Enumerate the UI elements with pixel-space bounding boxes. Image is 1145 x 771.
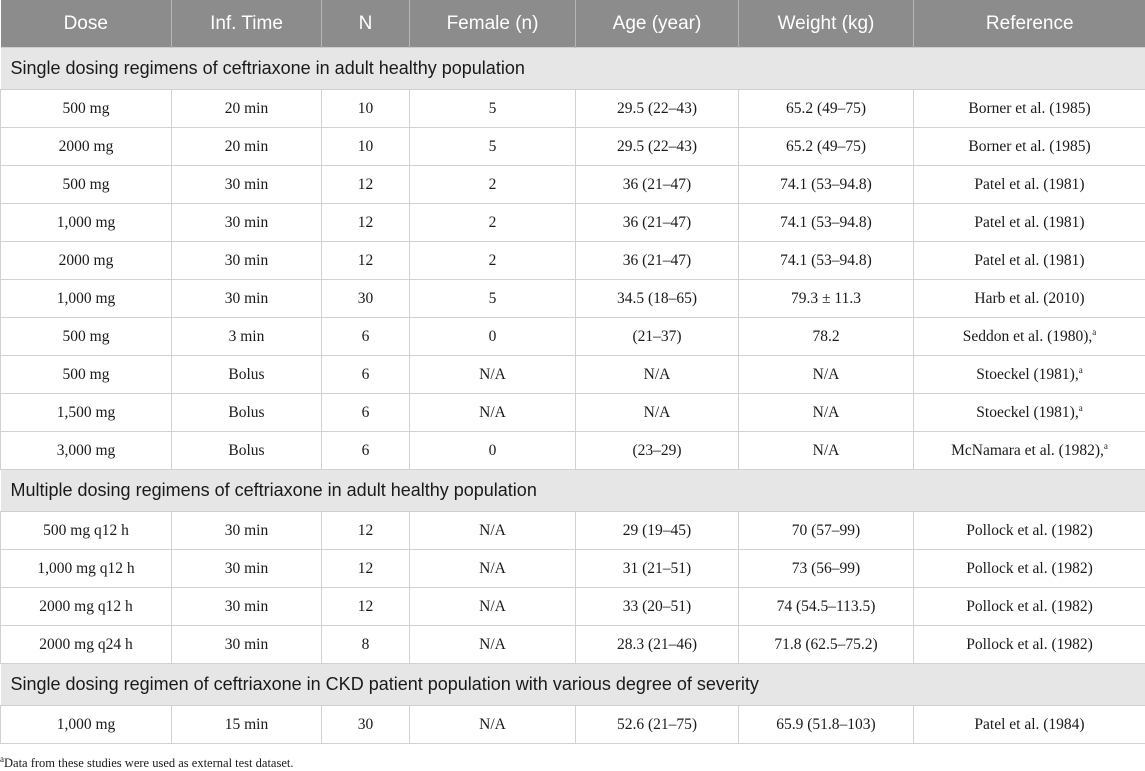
footnote-ref-marker: a	[1078, 402, 1083, 413]
cell-text: 29.5 (22–43)	[616, 99, 698, 117]
table-cell	[322, 512, 410, 550]
table-cell	[410, 550, 576, 588]
section-title: Multiple dosing regimens of ceftriaxone in adult healthy population	[1, 470, 1145, 512]
table-cell	[914, 318, 1145, 356]
cell-text: Patel et al. (1984)	[974, 715, 1085, 733]
cell-text: Borner et al. (1985)	[968, 99, 1091, 117]
table-cell	[739, 166, 914, 204]
column-header: Inf. Time	[172, 0, 322, 48]
table-cell	[322, 204, 410, 242]
table-row	[1, 90, 1145, 128]
header-row	[1, 0, 1145, 48]
cell-text: 70 (57–99)	[791, 521, 861, 539]
table-body	[1, 48, 1145, 744]
table-cell	[739, 356, 914, 394]
cell-text: 30 min	[224, 175, 269, 193]
cell-text: 2000 mg q12 h	[39, 597, 133, 615]
cell-text: 2	[488, 251, 497, 269]
table-cell	[1, 318, 172, 356]
table-cell	[576, 280, 739, 318]
table-cell	[410, 626, 576, 664]
table-cell	[914, 432, 1145, 470]
table-cell	[739, 432, 914, 470]
cell-text: 36 (21–47)	[622, 251, 692, 269]
table-cell	[322, 356, 410, 394]
table-cell	[1, 588, 172, 626]
table-row	[1, 550, 1145, 588]
section-title: Single dosing regimens of ceftriaxone in adult healthy population	[1, 48, 1145, 90]
table-cell	[410, 242, 576, 280]
table-cell	[322, 90, 410, 128]
table-row	[1, 706, 1145, 744]
cell-text: Patel et al. (1981)	[974, 213, 1085, 231]
table-cell	[576, 242, 739, 280]
table-cell	[410, 706, 576, 744]
table-cell	[739, 588, 914, 626]
table-cell	[172, 626, 322, 664]
cell-text: 78.2	[812, 327, 840, 345]
table-cell	[739, 626, 914, 664]
cell-text: N/A	[479, 559, 506, 577]
table-cell	[1, 166, 172, 204]
cell-text: Bolus	[228, 441, 265, 459]
footnote-ref-marker: a	[1103, 440, 1108, 451]
cell-text: 36 (21–47)	[622, 213, 692, 231]
cell-text: 65.2 (49–75)	[785, 137, 867, 155]
footnote-ref-marker: a	[1078, 364, 1083, 375]
cell-text: 30 min	[224, 597, 269, 615]
table-cell	[172, 706, 322, 744]
table-cell	[172, 166, 322, 204]
cell-text: 20 min	[224, 99, 269, 117]
cell-text: Patel et al. (1981)	[974, 251, 1085, 269]
table-cell	[410, 90, 576, 128]
footnote	[0, 753, 294, 770]
table-cell	[410, 512, 576, 550]
table-row	[1, 394, 1145, 432]
cell-text: N/A	[479, 403, 506, 421]
table-cell	[914, 394, 1145, 432]
cell-text: N/A	[479, 715, 506, 733]
table-cell	[322, 242, 410, 280]
cell-text: 10	[357, 137, 374, 155]
cell-text: 6	[361, 403, 370, 421]
cell-text: 73 (56–99)	[791, 559, 861, 577]
table-cell	[172, 318, 322, 356]
cell-text: 3,000 mg	[56, 441, 116, 459]
cell-text: 500 mg	[62, 175, 110, 193]
table-cell	[576, 512, 739, 550]
cell-text: Pollock et al. (1982)	[966, 521, 1093, 539]
table-cell	[739, 280, 914, 318]
table-cell	[322, 706, 410, 744]
table-row	[1, 588, 1145, 626]
cell-text: 3 min	[228, 327, 265, 345]
cell-text: N/A	[812, 403, 840, 421]
cell-text: 2000 mg	[58, 251, 114, 269]
table-cell	[576, 394, 739, 432]
cell-text: 6	[361, 365, 370, 383]
table-cell	[576, 356, 739, 394]
table-cell	[739, 512, 914, 550]
table-cell	[172, 90, 322, 128]
cell-text: 2000 mg	[58, 137, 114, 155]
cell-text: 30	[357, 715, 374, 733]
table-cell	[576, 550, 739, 588]
table-cell	[172, 394, 322, 432]
cell-text: N/A	[479, 521, 506, 539]
table-cell	[410, 128, 576, 166]
cell-text: 1,000 mg	[56, 289, 116, 307]
cell-text: 52.6 (21–75)	[616, 715, 698, 733]
cell-text: 1,000 mg q12 h	[37, 559, 135, 577]
table-cell	[914, 626, 1145, 664]
cell-text: 5	[488, 289, 497, 307]
cell-text: 74.1 (53–94.8)	[780, 213, 872, 231]
section-row	[1, 470, 1145, 512]
table-cell	[576, 90, 739, 128]
table-row	[1, 432, 1145, 470]
table-cell	[172, 204, 322, 242]
cell-text: N/A	[812, 365, 840, 383]
cell-text: 500 mg	[62, 365, 110, 383]
table-cell	[739, 318, 914, 356]
cell-text: 1,000 mg	[56, 715, 116, 733]
table-cell	[1, 90, 172, 128]
cell-text: Harb et al. (2010)	[974, 289, 1085, 307]
table-cell	[914, 204, 1145, 242]
cell-text: 12	[357, 175, 374, 193]
table-cell	[322, 588, 410, 626]
table-cell	[172, 356, 322, 394]
table-cell	[172, 550, 322, 588]
cell-text: 30	[357, 289, 374, 307]
table-cell	[914, 588, 1145, 626]
table-cell	[1, 204, 172, 242]
cell-text: 0	[488, 327, 497, 345]
column-header: Age (year)	[576, 0, 739, 48]
table-cell	[914, 90, 1145, 128]
cell-text: 74.1 (53–94.8)	[780, 175, 872, 193]
table-cell	[322, 394, 410, 432]
section-row	[1, 664, 1145, 706]
column-header: Weight (kg)	[739, 0, 914, 48]
cell-text: N/A	[479, 635, 506, 653]
cell-text: 12	[357, 559, 374, 577]
cell-text: 74 (54.5–113.5)	[776, 597, 876, 615]
table-row	[1, 166, 1145, 204]
cell-text: 500 mg	[62, 99, 110, 117]
table-cell	[322, 166, 410, 204]
cell-text: 15 min	[224, 715, 269, 733]
cell-text: 12	[357, 213, 374, 231]
cell-text: N/A	[479, 597, 506, 615]
cell-text: Seddon et al. (1980),	[962, 327, 1093, 345]
cell-text: 79.3 ± 11.3	[791, 289, 861, 307]
table-cell	[410, 318, 576, 356]
table-cell	[172, 512, 322, 550]
table-cell	[322, 280, 410, 318]
table-cell	[914, 128, 1145, 166]
cell-text: 0	[488, 441, 497, 459]
table-cell	[914, 242, 1145, 280]
cell-text: 2	[488, 175, 497, 193]
cell-text: McNamara et al. (1982),	[951, 441, 1104, 459]
table-cell	[576, 318, 739, 356]
cell-text: 5	[488, 99, 497, 117]
cell-text: (21–37)	[632, 327, 682, 345]
cell-text: (23–29)	[632, 441, 682, 459]
cell-text: 65.9 (51.8–103)	[776, 715, 876, 733]
table-cell	[1, 550, 172, 588]
cell-text: 12	[357, 521, 374, 539]
cell-text: 2000 mg q24 h	[39, 635, 133, 653]
table-cell	[1, 626, 172, 664]
table-cell	[914, 706, 1145, 744]
table-row	[1, 512, 1145, 550]
table-cell	[410, 588, 576, 626]
table-cell	[1, 512, 172, 550]
table-cell	[739, 128, 914, 166]
cell-text: 500 mg q12 h	[43, 521, 129, 539]
table-cell	[410, 432, 576, 470]
cell-text: 34.5 (18–65)	[616, 289, 698, 307]
table-cell	[410, 204, 576, 242]
cell-text: 30 min	[224, 289, 269, 307]
table-cell	[739, 394, 914, 432]
cell-text: 30 min	[224, 635, 269, 653]
cell-text: N/A	[643, 403, 671, 421]
table-cell	[576, 204, 739, 242]
table-cell	[410, 394, 576, 432]
table-cell	[172, 432, 322, 470]
table-cell	[172, 242, 322, 280]
cell-text: 31 (21–51)	[622, 559, 692, 577]
cell-text: 30 min	[224, 559, 269, 577]
table-cell	[1, 242, 172, 280]
table-cell	[1, 706, 172, 744]
column-header: Dose	[1, 0, 172, 48]
table-cell	[914, 512, 1145, 550]
cell-text: Pollock et al. (1982)	[966, 597, 1093, 615]
cell-text: 74.1 (53–94.8)	[780, 251, 872, 269]
table-cell	[322, 626, 410, 664]
cell-text: Borner et al. (1985)	[968, 137, 1091, 155]
cell-text: 36 (21–47)	[622, 175, 692, 193]
footnote-text: Data from these studies were used as external test dataset.	[4, 756, 294, 770]
cell-text: Bolus	[228, 403, 265, 421]
table-cell	[739, 90, 914, 128]
table-row	[1, 626, 1145, 664]
table-cell	[410, 280, 576, 318]
table-cell	[576, 626, 739, 664]
table-cell	[914, 356, 1145, 394]
table-cell	[576, 128, 739, 166]
cell-text: Pollock et al. (1982)	[966, 635, 1093, 653]
table-cell	[739, 550, 914, 588]
cell-text: 65.2 (49–75)	[785, 99, 867, 117]
table-cell	[410, 166, 576, 204]
table-cell	[1, 128, 172, 166]
cell-text: Bolus	[228, 365, 265, 383]
column-header: N	[322, 0, 410, 48]
table-cell	[322, 432, 410, 470]
table-cell	[172, 280, 322, 318]
table-row	[1, 204, 1145, 242]
table-cell	[914, 280, 1145, 318]
cell-text: 1,000 mg	[56, 213, 116, 231]
cell-text: 30 min	[224, 251, 269, 269]
cell-text: 8	[361, 635, 370, 653]
table-cell	[576, 588, 739, 626]
cell-text: 30 min	[224, 213, 269, 231]
cell-text: 500 mg	[62, 327, 110, 345]
table-row	[1, 318, 1145, 356]
table-cell	[1, 356, 172, 394]
cell-text: 6	[361, 327, 370, 345]
table-cell	[739, 242, 914, 280]
table-row	[1, 356, 1145, 394]
footnote-marker: a	[0, 753, 4, 764]
table-cell	[322, 318, 410, 356]
cell-text: N/A	[643, 365, 671, 383]
table-row	[1, 280, 1145, 318]
table-cell	[1, 432, 172, 470]
cell-text: 71.8 (62.5–75.2)	[774, 635, 878, 653]
cell-text: 12	[357, 597, 374, 615]
column-header: Reference	[914, 0, 1145, 48]
cell-text: 29.5 (22–43)	[616, 137, 698, 155]
table-cell	[322, 128, 410, 166]
table-header	[1, 0, 1145, 48]
cell-text: Pollock et al. (1982)	[966, 559, 1093, 577]
table-row	[1, 128, 1145, 166]
table-cell	[576, 432, 739, 470]
table-cell	[322, 550, 410, 588]
cell-text: Patel et al. (1981)	[974, 175, 1085, 193]
table-cell	[172, 588, 322, 626]
cell-text: 2	[488, 213, 497, 231]
cell-text: 5	[488, 137, 497, 155]
table-cell	[914, 550, 1145, 588]
table-cell	[172, 128, 322, 166]
table-cell	[576, 166, 739, 204]
cell-text: Stoeckel (1981),	[976, 403, 1079, 421]
cell-text: 20 min	[224, 137, 269, 155]
footnote-ref-marker: a	[1092, 326, 1097, 337]
cell-text: 6	[361, 441, 370, 459]
table-cell	[739, 706, 914, 744]
table-row	[1, 242, 1145, 280]
cell-text: 29 (19–45)	[622, 521, 692, 539]
cell-text: 12	[357, 251, 374, 269]
cell-text: N/A	[479, 365, 506, 383]
table-cell	[739, 204, 914, 242]
table-cell	[1, 280, 172, 318]
column-header: Female (n)	[410, 0, 576, 48]
section-row	[1, 48, 1145, 90]
cell-text: 1,500 mg	[56, 403, 116, 421]
table-cell	[914, 166, 1145, 204]
section-title: Single dosing regimen of ceftriaxone in CKD patient population with various degree of severity	[1, 664, 1145, 706]
table-cell	[410, 356, 576, 394]
cell-text: 10	[357, 99, 374, 117]
cell-text: Stoeckel (1981),	[976, 365, 1079, 383]
cell-text: 28.3 (21–46)	[616, 635, 698, 653]
cell-text: N/A	[812, 441, 840, 459]
cell-text: 30 min	[224, 521, 269, 539]
table-cell	[1, 394, 172, 432]
table-cell	[576, 706, 739, 744]
cell-text: 33 (20–51)	[622, 597, 692, 615]
